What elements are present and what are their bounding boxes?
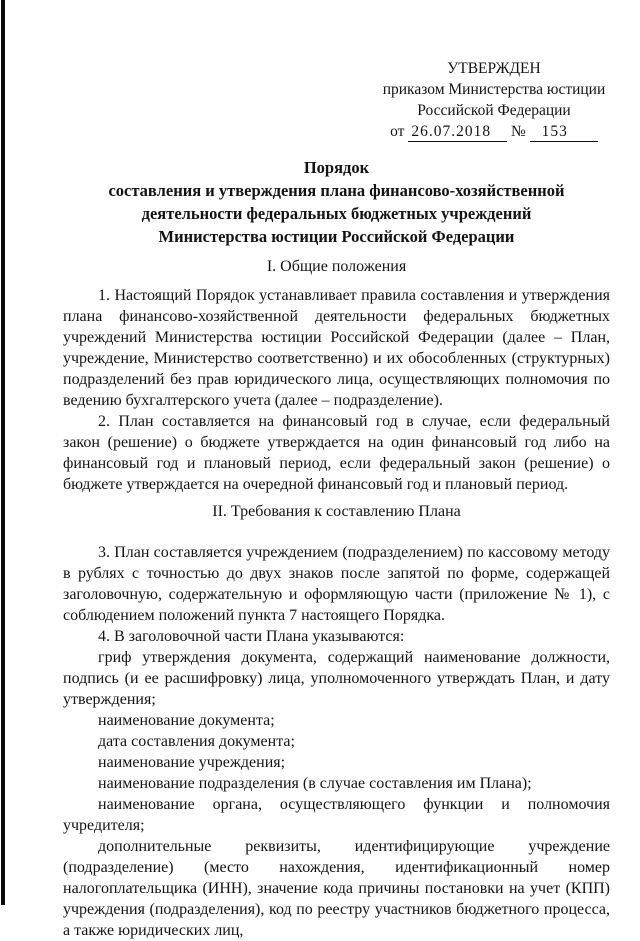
approval-date-prefix: от [390, 123, 405, 140]
paragraph-4-intro: 4. В заголовочной части Плана указываются: [98, 628, 405, 645]
list-item: наименование учреждения; [98, 754, 286, 771]
section-requirements-body [63, 542, 610, 941]
approval-stamp-line: Российской Федерации [417, 102, 571, 119]
paragraph-3: 3. План составляется учреждением (подразделением) по кассовому методу в рублях с точностью до двух знаков после запятой по форме, содержащей заголовочную, содержательную и оформляющую части (приложение № 1), с соблюдением положений пункта 7 настоящего Порядка. [63, 544, 610, 624]
document-content [63, 0, 610, 941]
document-title [63, 156, 610, 248]
approval-stamp-line: приказом Министерства юстиции [382, 81, 606, 98]
paragraph-1: 1. Настоящий Порядок устанавливает правила составления и утверждения плана финансово-хозяйственной деятельности федеральных бюджетных учреждений Министерства юстиции Российской Федерации (далее – План, учреждение, Министерство соответственно) и их обособленных (структурных) подразделений без прав юридического лица, осуществляющих полномочия по ведению бухгалтерского учета (далее – подразделение). [63, 287, 610, 409]
approval-number-sign: № [510, 123, 526, 140]
list-item: гриф утверждения документа, содержащий наименование должности, подпись (и ее расшифровку) лица, уполномоченного утверждать План, и дату утверждения; [63, 649, 610, 708]
scan-edge-bar [1, 0, 5, 905]
list-item: наименование документа; [98, 712, 275, 729]
approval-stamp [378, 58, 610, 142]
section-heading-general: I. Общие положения [266, 258, 407, 275]
document-title-line: составления и утверждения плана финансово-хозяйственной [108, 181, 565, 200]
list-item: дополнительные реквизиты, идентифицирующие учреждение (подразделение) (место нахождения, идентификационный номер налогоплательщика (ИНН), значение кода причины постановки на учет (КПП) учреждения (подразделения), код по реестру участников бюджетного процесса, а также юридических лиц, [63, 838, 610, 939]
document-title-line: деятельности федеральных бюджетных учреждений [141, 204, 532, 223]
paragraph-2: 2. План составляется на финансовый год в случае, если федеральный закон (решение) о бюджете утверждается на один финансовый год либо на финансовый год и плановый период, если федеральный закон (решение) о бюджете утверждается на очередной финансовый год и плановый период. [63, 413, 610, 493]
approval-date-value: 26.07.2018 [408, 123, 507, 142]
document-title-line: Порядок [303, 158, 370, 177]
approval-number-value: 153 [530, 123, 598, 142]
section-general-body [63, 285, 610, 495]
approval-date-number-line [378, 121, 610, 142]
approval-stamp-line: УТВЕРЖДЕН [447, 60, 541, 77]
list-item: наименование подразделения (в случае составления им Плана); [98, 775, 532, 792]
list-item: наименование органа, осуществляющего функции и полномочия учредителя; [63, 796, 610, 834]
list-item: дата составления документа; [98, 733, 295, 750]
document-title-line: Министерства юстиции Российской Федерации [158, 227, 515, 246]
section-heading-requirements: II. Требования к составлению Плана [212, 503, 461, 520]
